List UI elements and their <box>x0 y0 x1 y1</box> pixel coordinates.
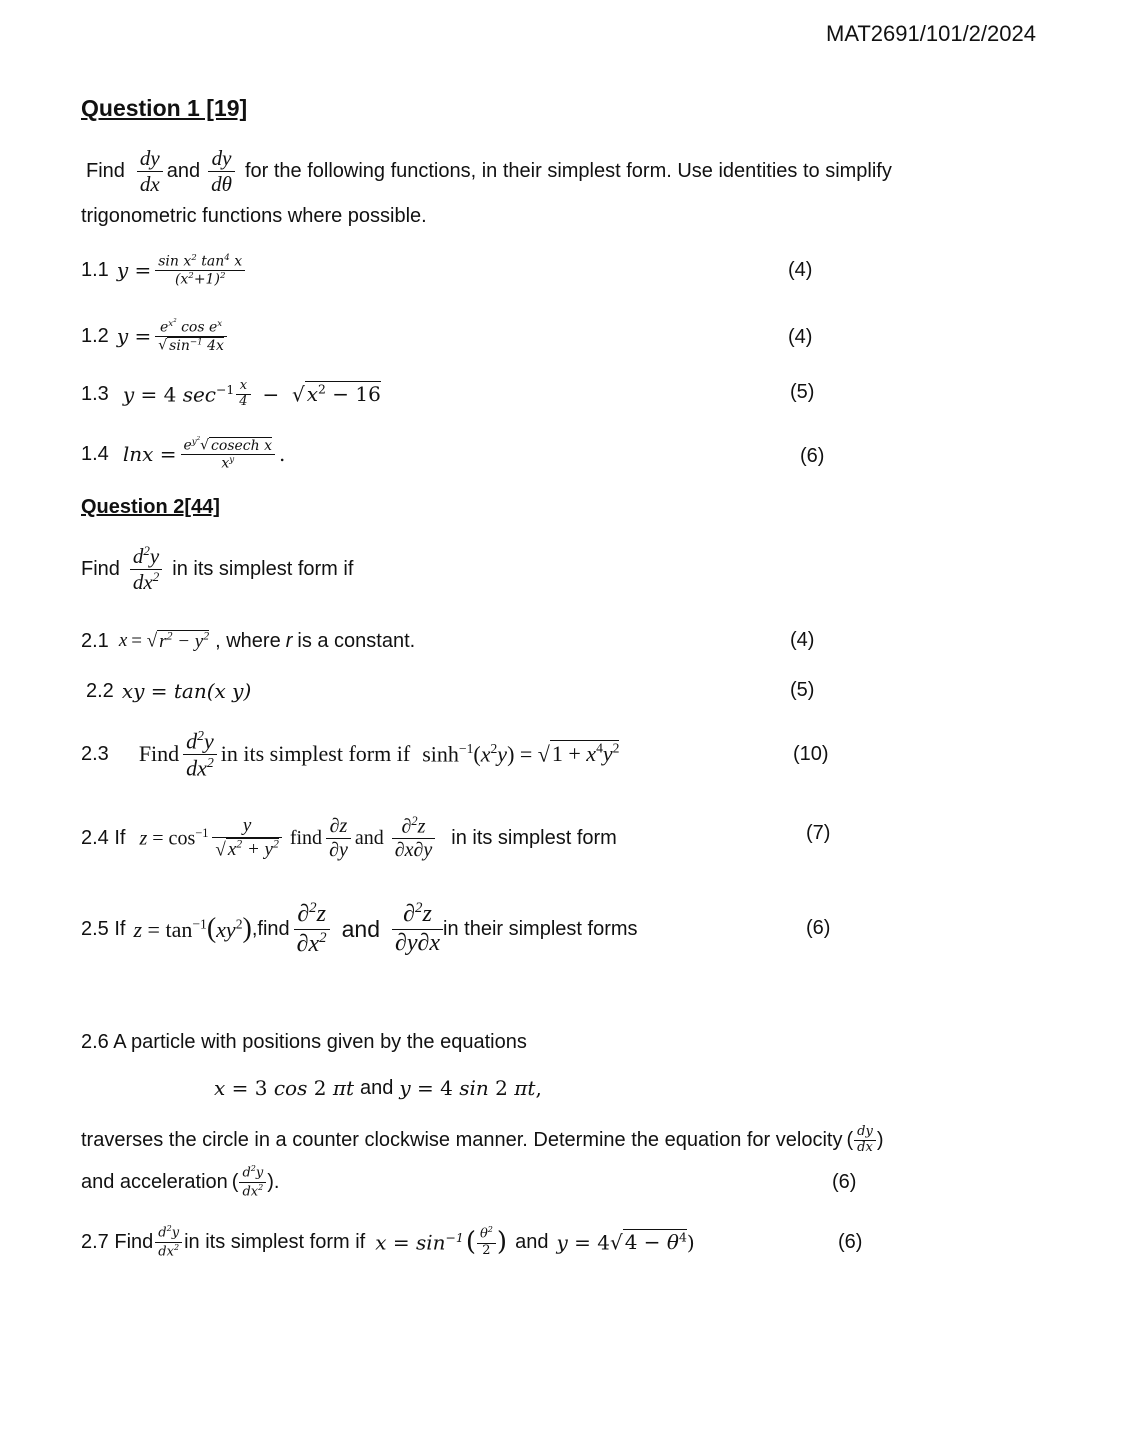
item-1-3-fraction: $\frac{x}{4}$ <box>236 379 250 410</box>
item-2-5-d2z-dydx: $\frac{\partial^2z}{\partial y\partial x}$ <box>392 900 443 957</box>
item-2-7-y-eq: y = 4√ $4 - \theta^4$) <box>556 1229 695 1255</box>
item-1-4-lhs: lnx = <box>122 442 177 466</box>
item-2-1: 2.1 x = √ $r^2 - y^2$ , where r is a constant. <box>81 629 416 652</box>
item-2-5-expr: $z = \tan^{-1}(xy^2)$ <box>133 913 252 944</box>
question-2-heading: Question 2[44] <box>81 496 220 518</box>
item-2-1-marks: (4) <box>790 629 815 651</box>
item-1-3-marks: (5) <box>790 381 815 403</box>
item-1-1-lhs: y = <box>116 258 152 282</box>
item-1-2-marks: (4) <box>788 326 813 348</box>
item-2-7: 2.7 Find $\frac{d^2y}{dx^2}$ in its simplest form if $x = \sin^{-1}$ ( $\frac{\theta^2}{2}$ ) and y = 4√ $4 - \theta^4$) <box>81 1224 695 1259</box>
item-1-2 <box>81 310 231 362</box>
item-2-6-line3: traverses the circle in a counter clockwise manner. Determine the equation for velocity ( $\frac{dy}{dx}$ ) <box>81 1123 884 1155</box>
item-2-7-marks: (6) <box>838 1231 863 1253</box>
intro-find-word: Find <box>86 159 125 182</box>
item-2-7-and: and <box>515 1230 549 1253</box>
d2y-dx2-fraction: $\frac{d^2y}{dx^2}$ <box>130 544 162 593</box>
item-2-3-mid: in its simplest form if <box>220 741 411 766</box>
item-2-3-number: 2.3 <box>81 742 109 765</box>
item-1-3-sqrt: − √ $x^2 - 16$ <box>262 381 381 407</box>
item-2-6-velocity-fraction: $\frac{dy}{dx}$ <box>854 1125 876 1156</box>
item-2-6-and: and <box>360 1076 394 1099</box>
item-1-2-fraction: $\frac{e^{x^2} \cos e^x}{√ \sin^{-1} 4x}$ <box>155 318 227 353</box>
item-1-4-fraction: $\frac{e^{y^2}√ cosech x}{x^y}$ <box>181 436 276 471</box>
document-code: MAT2691/101/2/2024 <box>826 21 1036 46</box>
item-2-1-text: , where <box>215 629 281 652</box>
item-2-4-find: find <box>289 826 323 849</box>
item-2-3-find: Find <box>138 741 180 766</box>
item-2-5 <box>81 896 638 962</box>
item-1-3-number: 1.3 <box>81 382 109 405</box>
item-2-3-marks: (10) <box>793 743 829 765</box>
intro-and-word: and <box>166 159 201 182</box>
item-1-4-number: 1.4 <box>81 442 109 465</box>
item-2-4-and: and <box>354 826 384 849</box>
item-2-3-fraction: $\frac{d^2y}{dx^2}$ <box>183 728 217 780</box>
dy-dtheta-fraction: $\frac{dy}{d\theta}$ <box>208 146 235 195</box>
item-2-2 <box>86 676 251 706</box>
item-1-3-expr: y = 4 $\sec^{-1}$ <box>122 381 235 407</box>
item-1-1-number: 1.1 <box>81 258 109 281</box>
item-2-2-number: 2.2 <box>86 679 114 702</box>
item-2-4 <box>81 805 617 871</box>
item-2-1-text2: is a constant. <box>297 629 416 652</box>
item-2-4-d2z-dxdy: $\frac{\partial^2z}{\partial x\partial y}$ <box>392 814 436 863</box>
item-1-1 <box>81 247 249 293</box>
item-2-6-equations <box>214 1074 542 1102</box>
item-2-1-number: 2.1 <box>81 629 109 652</box>
item-2-6-line4-text: and acceleration <box>81 1170 228 1193</box>
item-2-7-theta-fraction: $\frac{\theta^2}{2}$ <box>477 1225 496 1258</box>
item-1-3 <box>81 372 381 416</box>
q2-intro-rest: in its simplest form if <box>172 557 354 580</box>
item-2-4-dz-dy: $\frac{\partial z}{\partial y}$ <box>326 815 351 862</box>
question-2-intro <box>81 541 353 597</box>
item-2-4-rest: in its simplest form <box>451 826 617 849</box>
question-1-intro-line2: trigonometric functions where possible. <box>81 205 427 227</box>
item-2-4-number: 2.4 If <box>81 826 126 849</box>
intro-rest-text: for the following functions, in their simplest form. Use identities to simplify <box>244 159 892 182</box>
item-1-4-marks: (6) <box>800 445 825 467</box>
item-2-5-rest: in their simplest forms <box>443 917 638 940</box>
item-2-5-d2z-dx2: $\frac{\partial^2z}{\partial x^2}$ <box>294 900 330 958</box>
item-2-3-expr: $\sinh^{-1}(x^2y) = √1 + x^4y^2$ <box>422 740 620 767</box>
item-2-3 <box>81 725 619 783</box>
item-1-4: 1.4 lnx = $\frac{e^{y^2}√ cosech x}{x^y}$ . <box>81 436 286 472</box>
item-2-5-and: and <box>341 915 380 942</box>
item-1-1-fraction: $\frac{\sin x^2 \tan^4 x}{(x^2+1)^2}$ <box>155 253 245 288</box>
item-2-5-find: ,find <box>251 917 290 940</box>
item-2-1-r: r <box>285 629 293 652</box>
question-1-intro <box>86 144 892 198</box>
item-1-1-marks: (4) <box>788 259 813 281</box>
item-2-5-number: 2.5 If <box>81 917 126 940</box>
dy-dx-fraction: $\frac{dy}{dx}$ <box>137 146 163 195</box>
item-2-7-fraction: $\frac{d^2y}{dx^2}$ <box>155 1224 182 1260</box>
item-2-7-x-eq: $x = \sin^{-1}$ <box>375 1229 464 1255</box>
item-2-6-y-eq: y = 4 sin 2 πt, <box>399 1076 542 1100</box>
item-2-4-lhs: $z = \cos^{-1}$ <box>139 825 209 850</box>
item-2-6-line3-text: traverses the circle in a counter clockwise manner. Determine the equation for velocity <box>81 1128 843 1151</box>
item-2-6-line4: and acceleration ( $\frac{d^2y}{dx^2}$ ). <box>81 1164 280 1199</box>
item-2-7-number: 2.7 Find <box>81 1230 154 1253</box>
item-1-2-number: 1.2 <box>81 324 109 347</box>
item-2-5-marks: (6) <box>806 917 831 939</box>
item-2-4-marks: (7) <box>806 822 831 844</box>
item-2-2-expr: xy = tan(x y) <box>121 679 252 703</box>
item-2-7-mid: in its simplest form if <box>184 1230 366 1253</box>
item-2-6-marks: (6) <box>832 1171 857 1193</box>
item-2-1-expr: x <box>118 630 128 651</box>
item-2-2-marks: (5) <box>790 679 815 701</box>
question-1-heading: Question 1 [19] <box>81 95 248 121</box>
item-2-6-x-eq: x = 3 cos 2 πt <box>214 1076 355 1100</box>
q2-find-word: Find <box>81 557 120 580</box>
item-2-6-line1: 2.6 A particle with positions given by the equations <box>81 1031 527 1053</box>
item-2-4-fraction: $\frac{y}{√ x^2 + y^2}$ <box>212 815 281 861</box>
item-2-6-acceleration-fraction: $\frac{d^2y}{dx^2}$ <box>239 1164 266 1200</box>
item-1-2-lhs: y = <box>116 324 152 348</box>
